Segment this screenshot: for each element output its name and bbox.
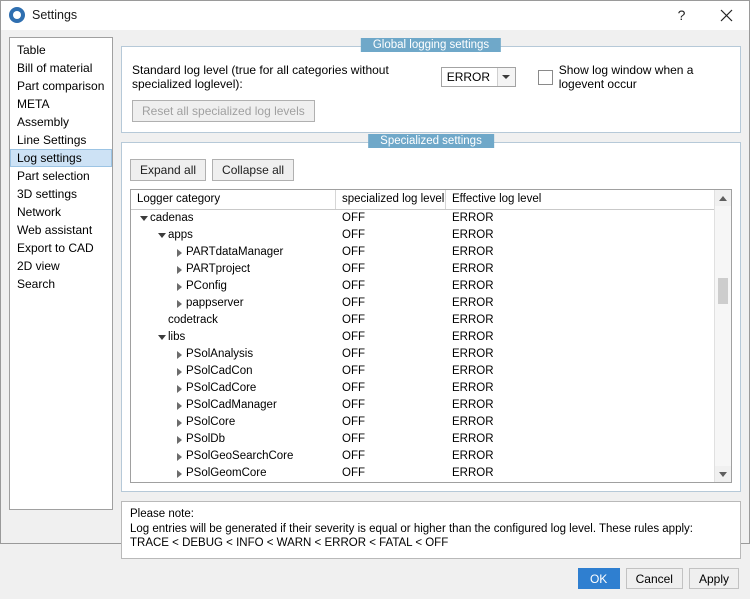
chevron-up-icon [719,196,727,201]
cell-specialized-level[interactable]: OFF [342,212,365,224]
expand-twisty-icon[interactable] [173,385,186,393]
logger-name: PSolCore [186,416,236,428]
tree-controls [130,159,732,181]
scrollbar-thumb[interactable] [718,278,728,304]
logger-name: apps [168,229,193,241]
cell-effective-level: ERROR [452,450,494,462]
cell-specialized-level[interactable]: OFF [342,433,365,445]
cell-effective-level: ERROR [452,416,494,428]
note-heading: Please note: [130,508,194,520]
reset-row [132,100,730,122]
specialized-settings-title: Specialized settings [368,134,494,148]
cell-effective-level: ERROR [452,348,494,360]
cell-effective-level: ERROR [452,297,494,309]
logger-name: pappserver [186,297,244,309]
cell-logger-category [131,261,336,278]
standard-log-level-row [132,63,730,91]
expand-twisty-icon[interactable] [173,453,186,461]
table-row[interactable] [131,448,714,465]
cell-logger-category [131,397,336,414]
expand-twisty-icon[interactable] [155,335,168,340]
expand-twisty-icon[interactable] [173,368,186,376]
expand-twisty-icon[interactable] [155,233,168,238]
scroll-up-button[interactable] [715,190,731,206]
cell-effective-level: ERROR [452,314,494,326]
logger-name: cadenas [150,212,194,224]
cell-specialized-level[interactable]: OFF [342,348,365,360]
table-row[interactable] [131,431,714,448]
cell-logger-category [131,431,336,448]
table-row[interactable] [131,346,714,363]
cell-specialized-level[interactable]: OFF [342,314,365,326]
ok-button[interactable]: OK [578,568,620,589]
sidebar-item-table[interactable]: Table [17,43,46,57]
expand-twisty-icon[interactable] [173,300,186,308]
table-row[interactable] [131,397,714,414]
sidebar-item-search[interactable]: Search [17,277,56,291]
standard-log-level-value: ERROR [446,70,491,84]
title-bar [1,1,749,30]
cell-specialized-level[interactable]: OFF [342,365,365,377]
cell-logger-category [131,210,336,227]
scroll-down-button[interactable] [715,466,731,482]
settings-content [121,37,741,559]
app-logo-icon [9,7,25,23]
cell-logger-category [131,380,336,397]
cell-logger-category [131,244,336,261]
global-logging-settings-group [121,39,741,133]
close-button[interactable] [704,1,749,29]
logger-name: PConfig [186,280,227,292]
cell-effective-level: ERROR [452,399,494,411]
window-title: Settings [32,8,78,22]
note-line-2: TRACE < DEBUG < INFO < WARN < ERROR < FATAL < OFF [130,537,449,549]
cell-specialized-level[interactable]: OFF [342,450,365,462]
cell-logger-category [131,295,336,312]
cell-specialized-level[interactable]: OFF [342,246,365,258]
column-header-logger-category[interactable]: Logger category [131,190,336,209]
sidebar-item-log-settings[interactable]: Log settings [10,149,112,167]
collapse-all-button[interactable]: Collapse all [212,159,294,181]
sidebar-item-network[interactable]: Network [17,205,62,219]
table-row[interactable] [131,329,714,346]
cell-specialized-level[interactable]: OFF [342,467,365,479]
column-header-effective-log-level[interactable]: Effective log level [452,193,542,205]
cell-logger-category [131,278,336,295]
sidebar-item-line-settings[interactable]: Line Settings [17,133,87,147]
logger-name: PSolAnalysis [186,348,254,360]
dialog-body [1,30,749,559]
cell-logger-category [131,448,336,465]
cell-specialized-level[interactable]: OFF [342,280,365,292]
sidebar-item-part-comparison[interactable]: Part comparison [17,79,105,93]
logger-name: PARTdataManager [186,246,284,258]
cell-effective-level: ERROR [452,365,494,377]
table-vertical-scrollbar[interactable] [714,190,731,482]
settings-category-list[interactable] [9,37,113,510]
standard-log-level-select[interactable] [441,67,516,87]
cell-logger-category [131,346,336,363]
expand-twisty-icon[interactable] [137,216,150,221]
cell-logger-category [131,329,336,346]
checkbox-box-icon [538,70,553,85]
sidebar-item-web-assistant[interactable]: Web assistant [17,223,93,237]
table-row[interactable] [131,380,714,397]
table-row[interactable] [131,312,714,329]
sidebar-item-meta[interactable]: META [17,97,50,111]
cell-effective-level: ERROR [452,331,494,343]
dialog-footer [1,559,749,599]
close-icon [720,9,733,22]
table-row[interactable] [131,363,714,380]
show-log-window-checkbox[interactable] [538,63,730,91]
sidebar-item-assembly[interactable]: Assembly [17,115,70,129]
note-line-1: Log entries will be generated if their severity is equal or higher than the configured log level. These rules apply: [130,522,693,535]
cell-logger-category [131,312,336,329]
cell-logger-category [131,227,336,244]
sidebar-item-bill-of-material[interactable]: Bill of material [17,61,93,75]
cell-specialized-level[interactable]: OFF [342,382,365,394]
scrollbar-track[interactable] [715,206,731,466]
logger-name: PSolDb [186,433,225,445]
logger-name: codetrack [168,314,218,326]
chevron-down-icon [719,472,727,477]
table-row[interactable] [131,465,714,482]
reset-all-specialized-log-levels-button[interactable]: Reset all specialized log levels [132,100,315,122]
logger-table-body [131,210,714,482]
note-panel [121,501,741,559]
expand-twisty-icon[interactable] [173,249,186,257]
expand-twisty-icon[interactable] [173,470,186,478]
cancel-button[interactable]: Cancel [626,568,683,589]
expand-twisty-icon[interactable] [173,436,186,444]
expand-twisty-icon[interactable] [173,283,186,291]
apply-button[interactable]: Apply [689,568,739,589]
cell-effective-level: ERROR [452,467,494,479]
cell-specialized-level[interactable]: OFF [342,297,365,309]
cell-effective-level: ERROR [452,433,494,445]
chevron-down-icon[interactable] [497,68,515,86]
expand-all-button[interactable]: Expand all [130,159,206,181]
cell-logger-category [131,414,336,431]
sidebar-item-2d-view[interactable]: 2D view [17,259,60,273]
global-logging-settings-title: Global logging settings [361,38,501,52]
table-row[interactable] [131,227,714,244]
logger-name: PSolCadManager [186,399,277,411]
table-row[interactable] [131,210,714,227]
specialized-settings-group [121,135,741,492]
column-header-specialized-log-level[interactable]: specialized log level [336,190,446,209]
expand-twisty-icon[interactable] [173,266,186,274]
cell-specialized-level[interactable]: OFF [342,331,365,343]
cell-specialized-level[interactable]: OFF [342,416,365,428]
logger-name: PSolCadCon [186,365,253,377]
cell-logger-category [131,363,336,380]
cell-specialized-level[interactable]: OFF [342,263,365,275]
table-row[interactable] [131,244,714,261]
cell-effective-level: ERROR [452,229,494,241]
table-row[interactable] [131,414,714,431]
cell-specialized-level[interactable]: OFF [342,229,365,241]
logger-name: PSolCadCore [186,382,257,394]
logger-table [130,189,732,483]
logger-name: libs [168,331,186,343]
table-row[interactable] [131,261,714,278]
sidebar-item-part-selection[interactable]: Part selection [17,169,90,183]
cell-effective-level: ERROR [452,263,494,275]
logger-name: PSolGeoSearchCore [186,450,294,462]
cell-effective-level: ERROR [452,382,494,394]
cell-effective-level: ERROR [452,280,494,292]
cell-logger-category [131,465,336,482]
sidebar-item-3d-settings[interactable]: 3D settings [17,187,78,201]
show-log-window-label: Show log window when a logevent occur [558,63,694,91]
standard-log-level-label: Standard log level (true for all categories without specialized loglevel): [132,63,389,91]
cell-effective-level: ERROR [452,246,494,258]
sidebar-item-export-to-cad[interactable]: Export to CAD [17,241,94,255]
logger-name: PARTproject [186,263,251,275]
logger-name: PSolGeomCore [186,467,267,479]
logger-table-header [131,190,714,210]
expand-twisty-icon[interactable] [173,351,186,359]
cell-specialized-level[interactable]: OFF [342,399,365,411]
table-row[interactable] [131,295,714,312]
logger-table-area [131,190,714,482]
help-button[interactable]: ? [677,7,686,23]
expand-twisty-icon[interactable] [173,419,186,427]
cell-effective-level: ERROR [452,212,494,224]
table-row[interactable] [131,278,714,295]
expand-twisty-icon[interactable] [173,402,186,410]
